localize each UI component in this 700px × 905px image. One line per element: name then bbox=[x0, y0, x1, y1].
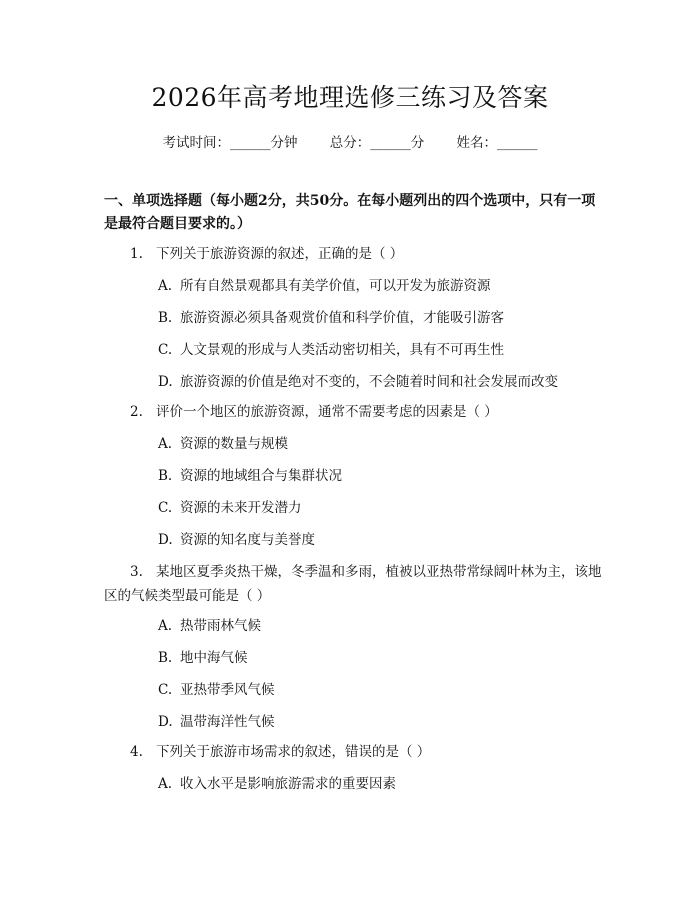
question-number: 2. bbox=[130, 404, 143, 420]
option-3a bbox=[158, 616, 598, 636]
exam-time-field: 考试时间：______分钟 bbox=[162, 135, 298, 151]
option-2d bbox=[158, 530, 598, 550]
question-text: 某地区夏季炎热干燥，冬季温和多雨，植被以亚热带常绿阔叶林为主，该地区的气候类型最可能是（ ） bbox=[104, 564, 602, 604]
option-letter: D. bbox=[158, 374, 173, 390]
option-letter: C. bbox=[158, 342, 173, 358]
question-4 bbox=[104, 740, 602, 764]
option-1d bbox=[158, 372, 598, 392]
option-text: 地中海气候 bbox=[180, 650, 248, 666]
option-text: 人文景观的形成与人类活动密切相关，具有不可再生性 bbox=[180, 342, 504, 358]
question-text: 下列关于旅游市场需求的叙述，错误的是（ ） bbox=[156, 744, 431, 760]
exam-meta bbox=[0, 131, 700, 151]
option-3c bbox=[158, 680, 598, 700]
option-text: 资源的地域组合与集群状况 bbox=[180, 468, 342, 484]
option-text: 亚热带季风气候 bbox=[180, 682, 275, 698]
question-text: 下列关于旅游资源的叙述，正确的是（ ） bbox=[156, 246, 404, 262]
option-text: 热带雨林气候 bbox=[180, 618, 261, 634]
option-text: 所有自然景观都具有美学价值，可以开发为旅游资源 bbox=[180, 278, 491, 294]
total-score-field: 总分：______分 bbox=[329, 135, 425, 151]
question-text: 评价一个地区的旅游资源，通常不需要考虑的因素是（ ） bbox=[156, 404, 498, 420]
option-3b bbox=[158, 648, 598, 668]
option-2c bbox=[158, 498, 598, 518]
section-heading: 一、单项选择题（每小题2分，共50分。在每小题列出的四个选项中，只有一项是最符合题目要求的。） bbox=[104, 193, 596, 232]
question-1 bbox=[104, 242, 602, 266]
page-title: 2026年高考地理选修三练习及答案 bbox=[151, 83, 549, 112]
option-2a bbox=[158, 434, 598, 454]
option-letter: B. bbox=[158, 468, 173, 484]
option-letter: A. bbox=[158, 278, 173, 294]
option-letter: A. bbox=[158, 618, 173, 634]
name-field: 姓名：______ bbox=[456, 135, 538, 151]
option-2b bbox=[158, 466, 598, 486]
option-letter: D. bbox=[158, 532, 173, 548]
option-letter: A. bbox=[158, 436, 173, 452]
option-letter: B. bbox=[158, 310, 173, 326]
option-4a bbox=[158, 774, 598, 794]
option-text: 资源的未来开发潜力 bbox=[180, 500, 302, 516]
option-letter: D. bbox=[158, 714, 173, 730]
option-text: 旅游资源必须具备观赏价值和科学价值，才能吸引游客 bbox=[180, 310, 504, 326]
question-3 bbox=[104, 560, 602, 608]
option-1a bbox=[158, 276, 598, 296]
option-letter: C. bbox=[158, 682, 173, 698]
option-text: 收入水平是影响旅游需求的重要因素 bbox=[180, 776, 396, 792]
option-text: 资源的知名度与美誉度 bbox=[180, 532, 315, 548]
option-1b bbox=[158, 308, 598, 328]
option-letter: A. bbox=[158, 776, 173, 792]
option-letter: C. bbox=[158, 500, 173, 516]
option-letter: B. bbox=[158, 650, 173, 666]
question-number: 1. bbox=[130, 246, 143, 262]
question-number: 3. bbox=[130, 564, 143, 580]
option-3d bbox=[158, 712, 598, 732]
option-text: 旅游资源的价值是绝对不变的，不会随着时间和社会发展而改变 bbox=[180, 374, 558, 390]
option-text: 温带海洋性气候 bbox=[180, 714, 275, 730]
option-1c bbox=[158, 340, 598, 360]
question-2 bbox=[104, 400, 602, 424]
question-number: 4. bbox=[130, 744, 143, 760]
option-text: 资源的数量与规模 bbox=[180, 436, 288, 452]
